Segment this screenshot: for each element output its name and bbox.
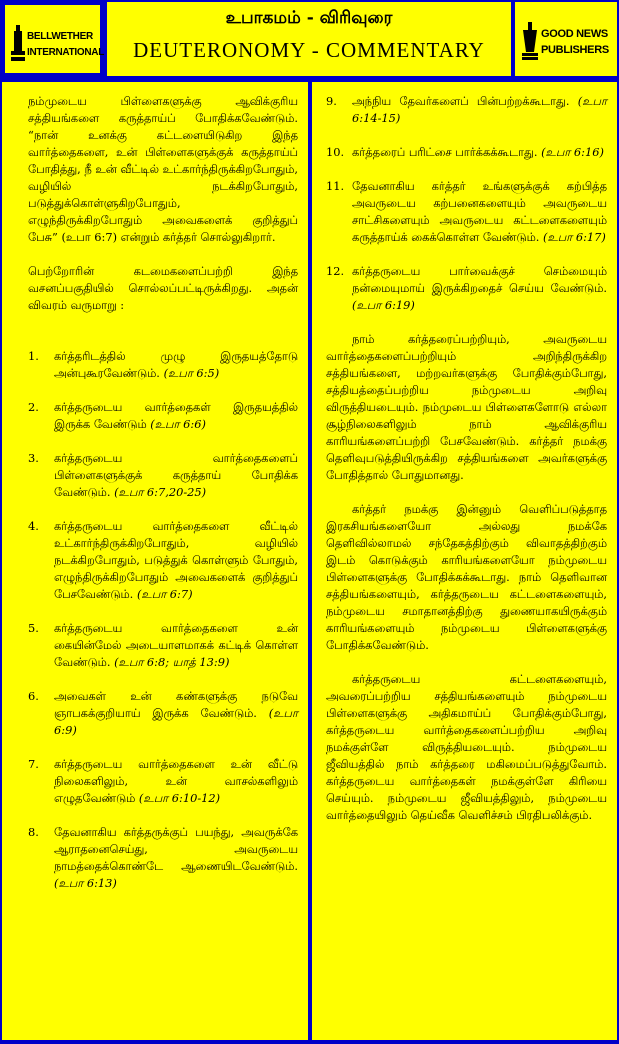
- item-number: 5.: [28, 621, 39, 635]
- item-text: கர்த்தருடைய வார்த்தைகளை வீட்டில் உட்கார்ந்திருக்கிறபோதும், வழியில் நடக்கிறபோதும், படுத்துக் கொள்ளும் போதும், எழுந்திருக்கிறபோதும் அவைகளைக் குறித்துப் பேசவேண்டும்.: [54, 519, 298, 601]
- item-reference: (உபா 6:7,20-25): [114, 485, 207, 499]
- item-reference: (உபா 6:16): [541, 145, 604, 159]
- list-item: [28, 688, 298, 739]
- list-item: [28, 620, 298, 671]
- title-tamil: உபாகமம் - விரிவுரை: [225, 8, 393, 28]
- body-paragraph: நாம் கர்த்தரைப்பற்றியும், அவருடைய வார்த்தைகளைப்பற்றியும் அறிந்திருக்கிற சத்தியங்களை, மற்றவர்களுக்கு போதிக்கும்போது, சத்தியத்தைப்பற்றிய நம்முடைய அறிவு விருத்தியடையும். நம்முடைய பிள்ளைகளோடு எல்லா சூழ்நிலைகளிலும் நாம் ஆவிக்குரிய காரியங்களைப்பற்றி பேசவேண்டும். கர்த்தர் நமக்கு தெளிவுபடுத்தியிருக்கிற சத்தியங்களை அவர்களுக்கு போதித்தால் போதுமானது.: [326, 332, 607, 482]
- item-reference: (உபா 6:6): [150, 417, 206, 431]
- item-number: 8.: [28, 825, 39, 839]
- list-item: [326, 93, 607, 127]
- list-item: [28, 450, 298, 501]
- item-number: 2.: [28, 400, 39, 414]
- item-number: 3.: [28, 451, 39, 465]
- item-text: கர்த்தருடைய வார்த்தைகள் இருதயத்தில் இருக்க வேண்டும்: [54, 400, 298, 431]
- item-text: கர்த்தருடைய பார்வைக்குச் செம்மையும் நன்மையுமாய் இருக்கிறதைச் செய்ய வேண்டும்.: [352, 264, 607, 295]
- bellwether-emblem-icon: [11, 25, 25, 61]
- item-reference: (உபா 6:19): [352, 298, 415, 312]
- lead-paragraph: பெற்றோரின் கடமைகளைப்பற்றி இந்த வசனப்பகுதியில் சொல்லப்பட்டிருக்கிறது. அதன் விவரம் வருமாறு :: [28, 264, 298, 312]
- item-reference: (உபா 6:14-15): [352, 94, 607, 125]
- item-text: அந்நிய தேவர்களைப் பின்பற்றக்கூடாது.: [352, 94, 570, 108]
- list-item: [326, 263, 607, 314]
- item-text: கர்த்தரிடத்தில் முழு இருதயத்தோடு அன்புகூரவேண்டும்.: [54, 349, 298, 380]
- good-news-emblem-icon: [521, 22, 539, 60]
- item-text: அவைகள் உன் கண்களுக்கு நடுவே ஞாபகக்குறியாய் இருக்க வேண்டும்.: [54, 689, 298, 720]
- list-item: [28, 824, 298, 892]
- item-number: 9.: [326, 94, 337, 108]
- item-number: 10.: [326, 145, 345, 159]
- good-news-line2: PUBLISHERS: [541, 44, 609, 56]
- item-reference: (உபா 6:7): [136, 587, 193, 601]
- item-text: கர்த்தருடைய வார்த்தைகளை உன் வீட்டு நிலைகளிலும், உன் வாசல்களிலும் எழுதவேண்டும்: [54, 757, 298, 805]
- item-number: 1.: [28, 349, 39, 363]
- intro-paragraph: நம்முடைய பிள்ளைகளுக்கு ஆவிக்குரிய சத்தியங்களை கருத்தாய்ப் போதிக்கவேண்டும். “நான் உனக்கு கட்டளையிடுகிற இந்த வார்த்தைகளை, உன் பிள்ளைகளுக்குக் கருத்தாய்ப் போதித்து, நீ உன் வீட்டில் உட்கார்ந்திருக்கிறபோதும், வழியில் நடக்கிறபோதும், படுத்துக்கொள்ளுகிறபோதும், எழுந்திருக்கிறபோதும் அவைகளைக் குறித்துப் பேசு” (உபா 6:7) என்றும் கர்த்தர் சொல்லுகிறார்.: [28, 94, 298, 244]
- body-paragraph: கர்த்தர் நமக்கு இன்னும் வெளிப்படுத்தாத இரகசியங்களையோ அல்லது நமக்கே தெளிவில்லாமல் சந்தேகத்திற்கும் விவாதத்திற்கும் இடம் கொடுக்கும் காரியங்களையோ நம்முடைய பிள்ளைகளுக்கு போதிக்கக்கூடாது. நாம் தெளிவான சத்தியங்களையும், கர்த்தருடைய கட்டளைகளையும், நம்முடைய சமாதானத்திற்கு துணையாகயிருக்கும் காரியங்களையும் நம்முடைய பிள்ளைகளுக்கு போதிக்கவேண்டும்.: [326, 502, 607, 652]
- item-text: கர்த்தருடைய வார்த்தைகளைப் பிள்ளைகளுக்குக் கருத்தாய் போதிக்க வேண்டும்.: [54, 451, 298, 499]
- item-reference: (உபா 6:8; யாத் 13:9): [114, 655, 230, 669]
- list-item: [28, 348, 298, 382]
- item-number: 11.: [326, 179, 345, 193]
- item-text: தேவனாகிய கர்த்தருக்குப் பயந்து, அவருக்கே ஆராதனைசெய்து, அவருடைய நாமத்தைக்கொண்டே ஆணையிடவேண்டும்.: [54, 825, 298, 873]
- item-reference: (உபா 6:9): [54, 706, 298, 737]
- list-item: [326, 144, 607, 161]
- list-item: [28, 518, 298, 603]
- title-english: DEUTERONOMY - COMMENTARY: [133, 38, 485, 62]
- bellwether-line1: BELLWETHER: [27, 31, 93, 42]
- left-column: [2, 82, 308, 1040]
- item-number: 4.: [28, 519, 39, 533]
- item-number: 7.: [28, 757, 39, 771]
- good-news-logo: [521, 16, 611, 66]
- good-news-logo-box: [515, 2, 617, 76]
- good-news-line1: GOOD NEWS: [541, 28, 608, 40]
- item-reference: (உபா 6:10-12): [138, 791, 221, 805]
- list-item: [28, 399, 298, 433]
- bellwether-logo-box: [2, 2, 103, 76]
- header-title-box: [107, 2, 511, 76]
- item-reference: (உபா 6:17): [543, 230, 606, 244]
- bellwether-line2: INTERNATIONAL: [27, 47, 105, 58]
- body-paragraph: கர்த்தருடைய கட்டளைகளையும், அவரைப்பற்றிய சத்தியங்களையும் நம்முடைய பிள்ளைகளுக்கு அதிகமாய்ப் போதிக்கும்போது, கர்த்தருடைய வார்த்தைகளைப்பற்றிய அறிவு நமக்குள்ளே விருத்தியடையும். நம்முடைய ஜீவியத்தில் நாம் கர்த்தரை மகிமைப்படுத்துவோம். கர்த்தருடைய வார்த்தைகள் நமக்குள்ளே கிரியை செய்யும். நம்முடைய ஜீவியத்திலும், நம்முடைய வார்த்தையிலும் தெய்வீக வெளிச்சம் பிரதிபலிக்கும்.: [326, 672, 607, 822]
- item-text: தேவனாகிய கர்த்தர் உங்களுக்குக் கற்பித்த அவருடைய கற்பனைகளையும் அவருடைய சாட்சிகளையும் அவருடைய கட்டளைகளையும் கருத்தாய்க் கைக்கொள்ள வேண்டும்.: [352, 179, 607, 244]
- item-number: 6.: [28, 689, 39, 703]
- item-reference: (உபா 6:5): [163, 366, 220, 380]
- list-item: [28, 756, 298, 807]
- item-text: கர்த்தருடைய வார்த்தைகளை உன் கையின்மேல் அடையாளமாகக் கட்டிக் கொள்ள வேண்டும்.: [54, 621, 298, 669]
- item-text: கர்த்தரைப் பரிட்சை பார்க்கக்கூடாது.: [352, 145, 538, 159]
- item-reference: (உபா 6:13): [54, 876, 117, 890]
- item-number: 12.: [326, 264, 345, 278]
- list-item: [326, 178, 607, 246]
- right-column: [312, 82, 617, 1040]
- bellwether-logo: [11, 19, 105, 69]
